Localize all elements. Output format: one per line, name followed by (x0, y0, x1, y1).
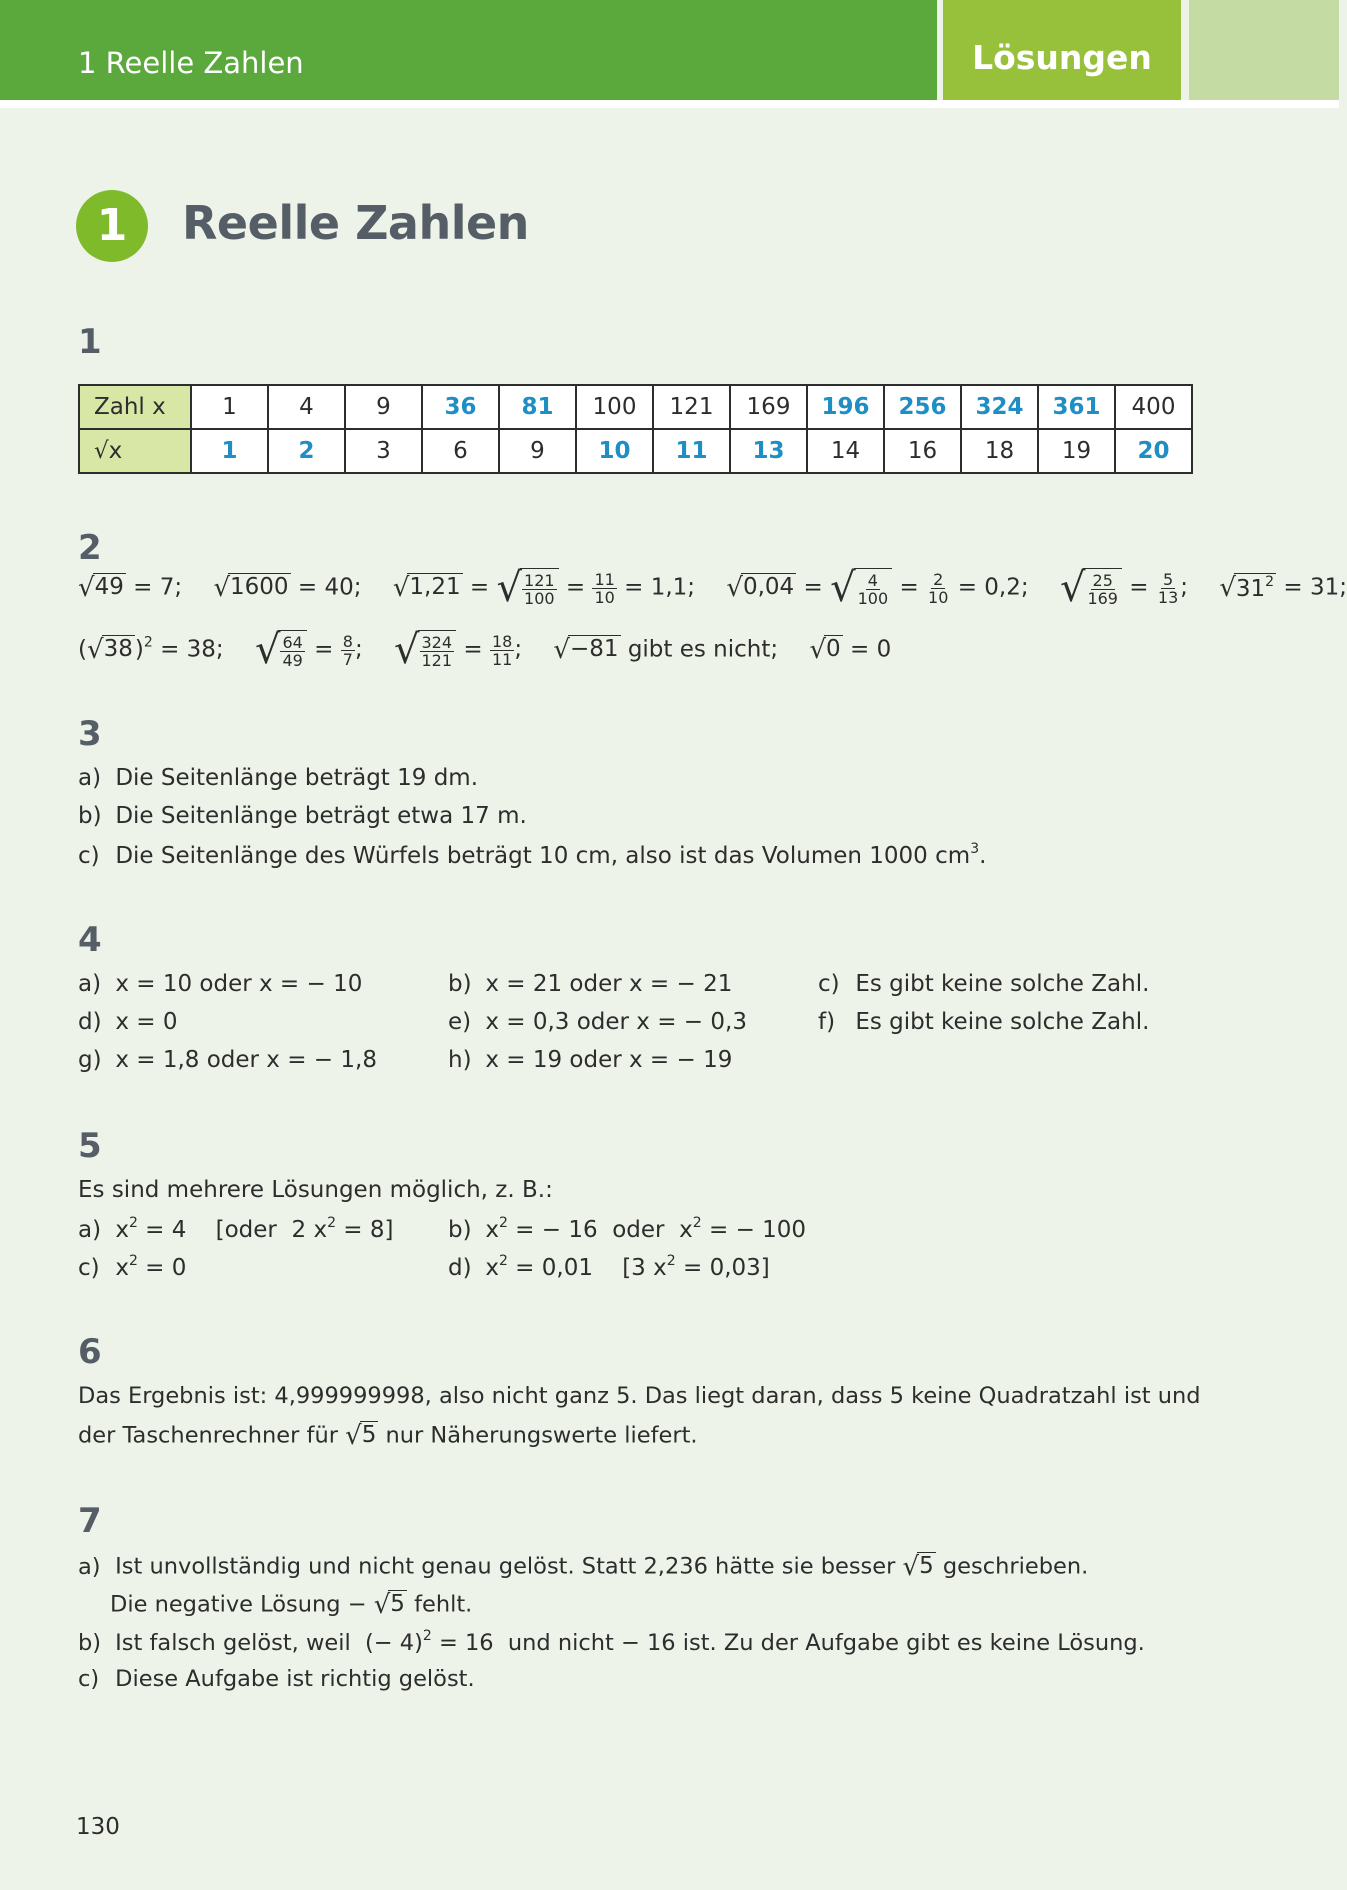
exercise-7-a-line-2: Die negative Lösung − √5 fehlt. (110, 1590, 473, 1620)
exercise-2-line-2: $(√38)^2 = 38$; √ $\frac{64}{49}$ = $\frac{8}{7}$ ; √ $\frac{324}{121}$ = $\frac{18}{11}$ ; √−81 gibt es nicht; √0 = 0 (78, 627, 892, 673)
exercise-5-c: c) $x^2 = 0$ (78, 1253, 187, 1281)
table-cell-sqrt: 11 (653, 429, 730, 473)
exercise-4-number: 4 (78, 920, 102, 960)
table-cell-sqrt: 1 (191, 429, 268, 473)
table-cell-x: 1 (191, 385, 268, 429)
table-cell-x: 9 (345, 385, 422, 429)
header-pale-bar (1189, 0, 1339, 100)
exercise-6-line-1: Das Ergebnis ist: 4,999999998, also nicht ganz 5. Das liegt daran, dass 5 keine Quadratzahl ist und (78, 1383, 1201, 1409)
fraction-4: $\frac{2}{10}$ (928, 569, 949, 607)
page-number: 130 (76, 1814, 120, 1840)
table-cell-x: 361 (1038, 385, 1115, 429)
term-1-result: = 7; (133, 574, 183, 601)
fraction-8: $\frac{8}{7}$ (342, 631, 353, 669)
table-row-sqrt (79, 429, 1192, 473)
sqrt-5: √5 (373, 1590, 405, 1620)
exercise-7-c: c) Diese Aufgabe ist richtig gelöst. (78, 1666, 475, 1692)
sqrt-term-7: √38 (86, 635, 133, 665)
table-cell-x: 100 (576, 385, 653, 429)
exercise-4-c: c) Es gibt keine solche Zahl. (818, 971, 1150, 997)
table-cell-sqrt: 6 (422, 429, 499, 473)
table-cell-x: 169 (730, 385, 807, 429)
term-4-result: = 0,2; (957, 574, 1029, 601)
exercise-2-line-1 (78, 565, 1347, 611)
fraction-5: $\frac{5}{13}$ (1157, 569, 1179, 607)
term-3-result: = 1,1; (624, 574, 696, 601)
exercise-5-intro: Es sind mehrere Lösungen möglich, z. B.: (78, 1177, 553, 1203)
table-cell-sqrt: 19 (1038, 429, 1115, 473)
table-cell-sqrt: 3 (345, 429, 422, 473)
table-cell-x: 196 (807, 385, 884, 429)
table-cell-x: 256 (884, 385, 961, 429)
header-divider (0, 100, 1339, 108)
exercise-4-d: d) x = 0 (78, 1009, 178, 1035)
term-5-eq: = (1129, 574, 1149, 601)
term-5-end: ; (1180, 574, 1188, 601)
sqrt-term-2: √1600 (213, 573, 289, 603)
exercise-4-b: b) x = 21 oder x = − 21 (448, 971, 733, 997)
table-cell-x: 324 (961, 385, 1038, 429)
exercise-7-a-line-1: a) Ist unvollständig und nicht genau gelöst. Statt 2,236 hätte sie besser √5 geschrieben. (78, 1552, 1089, 1582)
term-3-eq: = (469, 574, 490, 601)
exercise-3-number: 3 (78, 714, 102, 754)
table-cell-sqrt: 14 (807, 429, 884, 473)
table-header-x: Zahl x (79, 385, 191, 429)
table-cell-x: 121 (653, 385, 730, 429)
term-4-eq: = (803, 574, 823, 601)
exercise-5-a: a) $x^2 = 4$ [oder 2 $x^2 = 8$] (78, 1215, 394, 1243)
sqrt-fraction-4: √ $\frac{4}{100}$ (830, 568, 892, 608)
term-2-result: = 40; (297, 574, 362, 601)
exercise-3-b: b) Die Seitenlänge beträgt etwa 17 m. (78, 803, 527, 829)
table-cell-sqrt: 9 (499, 429, 576, 473)
exercise-4-f: f) Es gibt keine solche Zahl. (818, 1009, 1150, 1035)
term-4-eq2: = (899, 574, 919, 601)
exercise-5-d: d) $x^2 = 0,01$ [3 $x^2 = 0,03$] (448, 1253, 770, 1281)
table-cell-sqrt: 13 (730, 429, 807, 473)
fraction-3: $\frac{11}{10}$ (594, 569, 615, 607)
table-cell-sqrt: 18 (961, 429, 1038, 473)
term-6-result: = 31; (1283, 574, 1347, 601)
solutions-label: Lösungen (972, 38, 1152, 77)
exercise-2-number: 2 (78, 528, 102, 568)
page-title: Reelle Zahlen (182, 196, 529, 250)
term-3-eq2: = (565, 574, 586, 601)
table-cell-x: 36 (422, 385, 499, 429)
table-cell-sqrt: 20 (1115, 429, 1192, 473)
sqrt-term-1: √49 (78, 573, 124, 603)
sqrt-fraction-3: √ $\frac{121}{100}$ (497, 568, 559, 608)
exercise-3-a: a) Die Seitenlänge beträgt 19 dm. (78, 765, 479, 791)
sqrt-term-3: √1,21 (392, 573, 461, 603)
term-7-result: = 38; (160, 636, 224, 663)
table-cell-sqrt: 2 (268, 429, 345, 473)
chapter-label: 1 Reelle Zahlen (78, 46, 304, 80)
chapter-number-badge: 1 (76, 190, 148, 262)
sqrt-fraction-5: √ $\frac{25}{169}$ (1060, 568, 1122, 608)
table-cell-x: 4 (268, 385, 345, 429)
exercise-7-b: b) Ist falsch gelöst, weil (− 4)$^2$ = 16 und nicht − 16 ist. Zu der Aufgabe gibt es keine Lösung. (78, 1628, 1145, 1656)
sqrt-term-10: √−81 (553, 635, 619, 665)
exercise-5-b: b) $x^2$ = − 16 oder $x^2$ = − 100 (448, 1215, 807, 1243)
square-root-table (78, 384, 1193, 474)
table-cell-sqrt: 10 (576, 429, 653, 473)
sqrt-5: √5 (902, 1552, 934, 1582)
sqrt-term-4: √0,04 (726, 573, 795, 603)
sqrt-term-11: √0 (809, 635, 841, 665)
exercise-7-number: 7 (78, 1501, 102, 1541)
table-cell-sqrt: 16 (884, 429, 961, 473)
page-header (0, 0, 1339, 104)
table-cell-x: 81 (499, 385, 576, 429)
sqrt-5: √5 (345, 1421, 377, 1451)
term-11-result: = 0 (849, 636, 892, 663)
sqrt-fraction-9: √ $\frac{324}{121}$ (394, 630, 456, 670)
exercise-1-number: 1 (78, 322, 102, 362)
exercise-4-e: e) x = 0,3 oder x = − 0,3 (448, 1009, 747, 1035)
fraction-9: $\frac{18}{11}$ (491, 631, 513, 669)
exercise-5-number: 5 (78, 1126, 102, 1166)
sqrt-fraction-8: √ $\frac{64}{49}$ (255, 630, 307, 670)
sqrt-term-6: $√31^2$ (1219, 573, 1275, 603)
exercise-4-a: a) x = 10 oder x = − 10 (78, 971, 363, 997)
table-row-x (79, 385, 1192, 429)
exercise-6-number: 6 (78, 1332, 102, 1372)
exercise-6-line-2: der Taschenrechner für √5 nur Näherungswerte liefert. (78, 1421, 698, 1451)
table-header-sqrt: √x (79, 429, 191, 473)
term-10-result: gibt es nicht; (627, 636, 779, 663)
exercise-4-g: g) x = 1,8 oder x = − 1,8 (78, 1047, 377, 1073)
exercise-3-c: c) Die Seitenlänge des Würfels beträgt 10 cm, also ist das Volumen 1000 $cm^3$. (78, 841, 987, 869)
table-cell-x: 400 (1115, 385, 1192, 429)
exercise-4-h: h) x = 19 oder x = − 19 (448, 1047, 733, 1073)
